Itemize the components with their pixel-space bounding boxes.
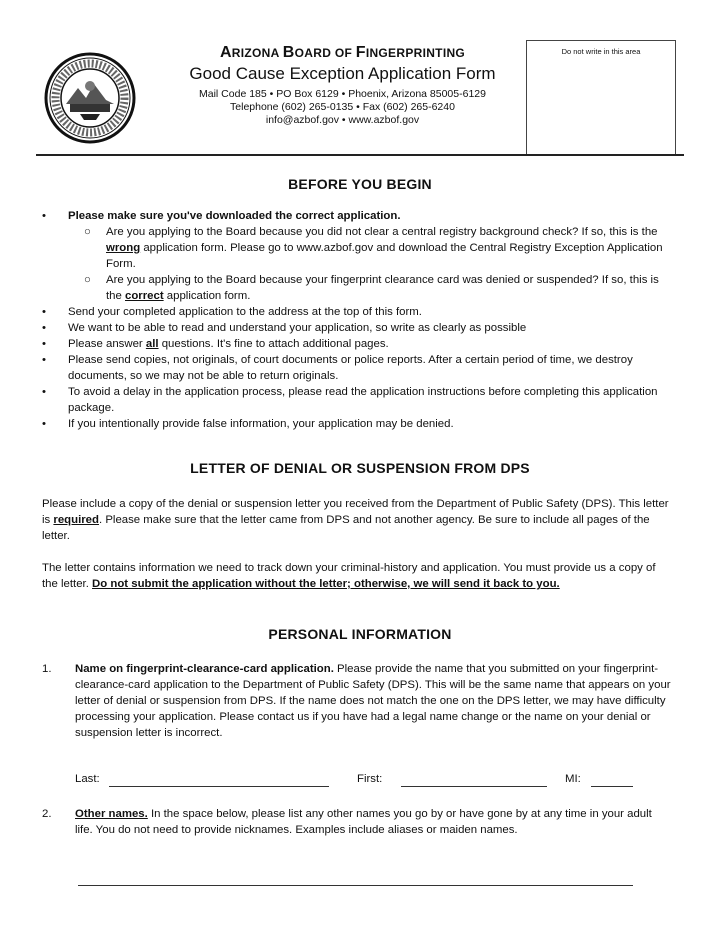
other-names-field[interactable] — [78, 885, 633, 886]
form-title: Good Cause Exception Application Form — [189, 64, 496, 83]
denial-letter-heading: LETTER OF DENIAL OR SUSPENSION FROM DPS — [190, 460, 530, 476]
sub-list-item: ○ Are you applying to the Board because you did not clear a central registry background check? If so, this is the wrong application form. Please go to www.azbof.gov and download the Central Registry Exception Application Form. — [84, 226, 663, 270]
organization-name: ARIZONA BOARD OF FINGERPRINTING — [219, 44, 466, 61]
middle-initial-label: MI: — [565, 773, 581, 785]
list-item: • If you intentionally provide false information, your application may be denied. — [42, 418, 454, 430]
middle-initial-field[interactable] — [591, 786, 633, 787]
office-use-label: Do not write in this area — [561, 47, 641, 56]
first-name-field[interactable] — [401, 786, 547, 787]
list-item: • Send your completed application to the address at the top of this form. — [42, 306, 422, 318]
header-divider — [36, 154, 684, 156]
before-you-begin-list — [40, 208, 670, 432]
personal-information-heading: PERSONAL INFORMATION — [268, 626, 452, 642]
arizona-seal-icon — [44, 52, 136, 144]
mailing-address: Mail Code 185 • PO Box 6129 • Phoenix, Arizona 85005-6129 — [199, 88, 486, 100]
list-item: • We want to be able to read and understand your application, so write as clearly as possible — [42, 322, 527, 334]
phone-fax: Telephone (602) 265-0135 • Fax (602) 265-6240 — [230, 101, 455, 113]
letterhead — [160, 44, 525, 127]
list-item: • Please send copies, not originals, of court documents or police reports. After a certain period of time, we destroy documents, so we may not be able to return originals. — [42, 354, 633, 382]
sub-list-item: ○ Are you applying to the Board because your fingerprint clearance card was denied or suspended? If so, this is the correct application form. — [84, 274, 659, 302]
list-item: • Please make sure you've downloaded the correct application. — [42, 210, 401, 222]
list-item: • To avoid a delay in the application process, please read the application instructions before completing this application package. — [42, 386, 658, 414]
denial-letter-paragraph-2: The letter contains information we need to track down your criminal-history and application. You must provide us a copy of the letter. Do not submit the application without the letter; otherwise, we will send it back to you. — [42, 562, 656, 590]
last-name-label: Last: — [75, 773, 100, 785]
denial-letter-paragraph-1: Please include a copy of the denial or suspension letter you received from the Department of Public Safety (DPS). This letter is required. Please make sure that the letter came from DPS and not another agency. Be sure to include all pages of the letter. — [42, 498, 669, 542]
question-1: 1. Name on fingerprint-clearance-card application. Please provide the name that you submitted on your fingerprint-clearance-card application to the Department of Public Safety (DPS). This will be the same name that appears on your letter of denial or suspension from DPS. If the name does not match the one on the DPS letter, we may have difficulty processing your application. Please contact us if you have had a legal name change or the name on your denial or suspension letter is incorrect. — [42, 663, 671, 739]
office-use-box — [526, 40, 676, 154]
first-name-label: First: — [357, 773, 383, 785]
email-website: info@azbof.gov • www.azbof.gov — [265, 114, 420, 126]
question-2: 2. Other names. In the space below, please list any other names you go by or have gone by at any time in your adult life. You do not need to provide nicknames. Examples include aliases or maiden names. — [42, 808, 652, 836]
before-you-begin-heading: BEFORE YOU BEGIN — [288, 176, 432, 192]
last-name-field[interactable] — [109, 786, 329, 787]
list-item: • Please answer all questions. It's fine to attach additional pages. — [42, 338, 389, 350]
